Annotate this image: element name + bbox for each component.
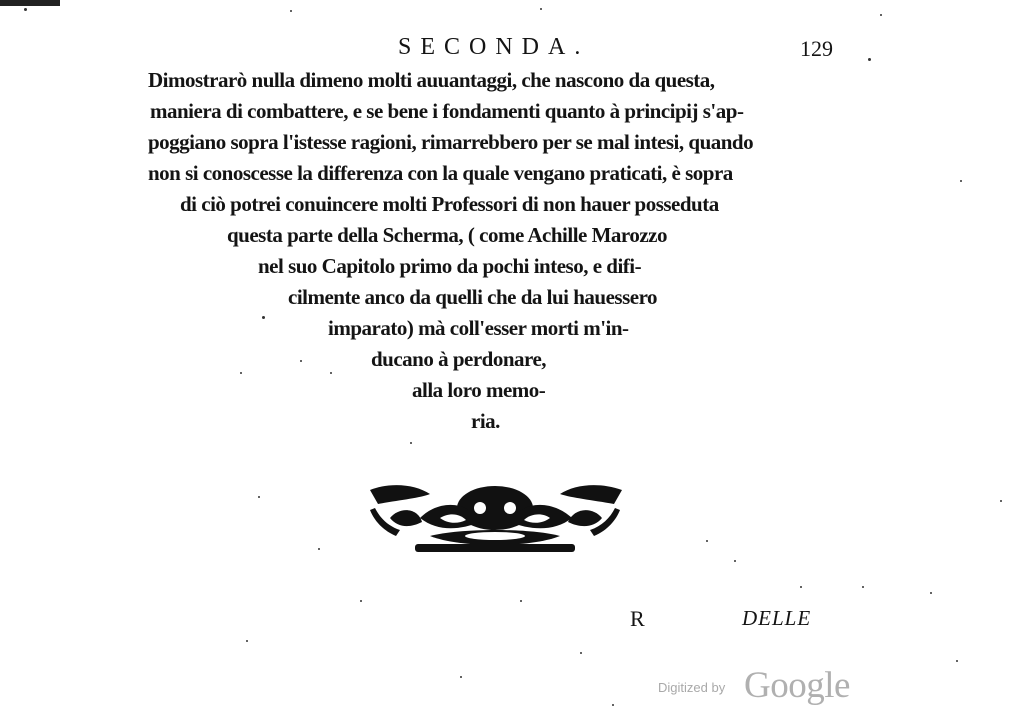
text-line: ria. xyxy=(471,409,500,433)
text-line: ducano à perdonare, xyxy=(371,347,547,371)
text-line: maniera di combattere, e se bene i fondamenti quanto à principij s'ap- xyxy=(150,99,744,123)
text-line: di ciò potrei conuincere molti Professori di non hauer posseduta xyxy=(180,192,719,216)
text-line: nel suo Capitolo primo da pochi inteso, e difi- xyxy=(258,254,642,278)
text-line: non si conoscesse la differenza con la quale vengano praticati, è sopra xyxy=(148,161,733,185)
signature-mark: R xyxy=(630,606,645,631)
watermark-prefix: Digitized by xyxy=(658,680,726,695)
text-line: poggiano sopra l'istesse ragioni, rimarrebbero per se mal intesi, quando xyxy=(148,130,754,154)
text-line: questa parte della Scherma, ( come Achille Marozzo xyxy=(227,223,668,247)
page-number: 129 xyxy=(800,36,833,61)
watermark-logo: Google xyxy=(744,665,850,706)
catchword: DELLE xyxy=(742,606,812,630)
text-line: cilmente anco da quelli che da lui hauessero xyxy=(288,285,658,309)
running-title: SECONDA. xyxy=(398,34,590,60)
text-line: imparato) mà coll'esser morti m'in- xyxy=(328,316,629,340)
text-line: alla loro memo- xyxy=(412,378,546,402)
floral-ornament-icon xyxy=(360,478,630,558)
text-line: Dimostrarò nulla dimeno molti auuantaggi, che nascono da questa, xyxy=(148,68,715,92)
